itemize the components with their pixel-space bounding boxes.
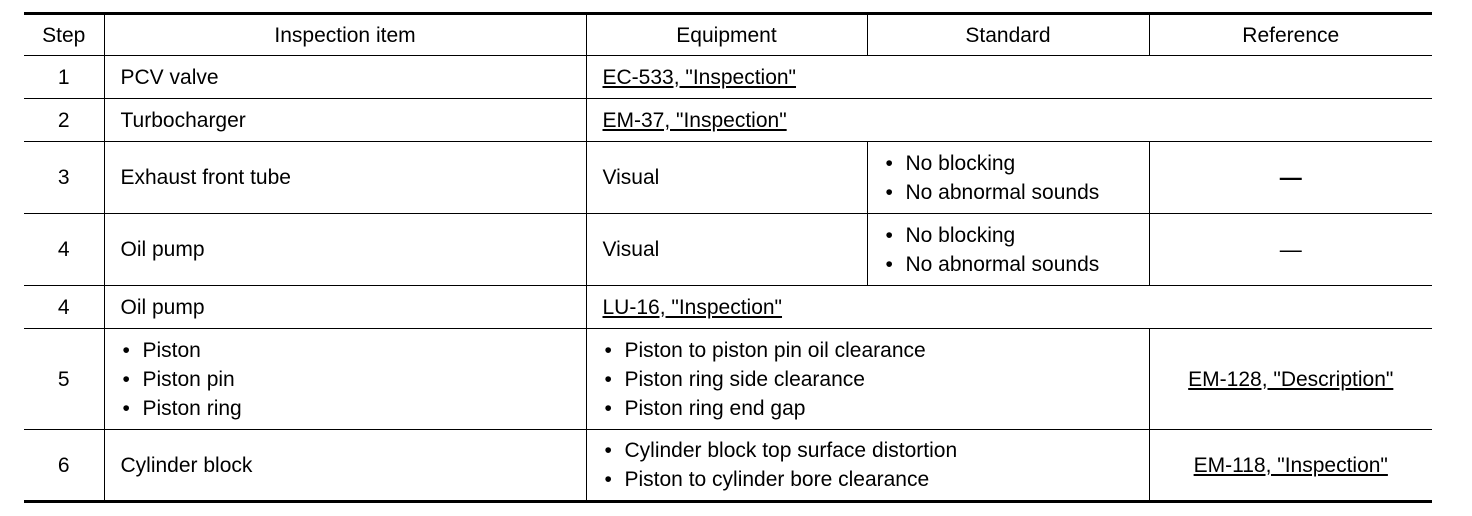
step-cell: 6 bbox=[24, 430, 104, 502]
header-standard: Standard bbox=[867, 14, 1149, 56]
equipment-cell: Visual bbox=[586, 214, 867, 286]
reference-link-cell bbox=[586, 56, 1432, 99]
standard-bullet: • No blocking bbox=[884, 221, 1149, 250]
equipment-cell bbox=[586, 430, 1149, 502]
step-cell: 2 bbox=[24, 99, 104, 142]
equipment-bullet: • Piston ring end gap bbox=[603, 394, 1149, 423]
inspection-table bbox=[24, 12, 1432, 503]
reference-link[interactable]: EC-533, "Inspection" bbox=[602, 65, 797, 89]
table-header-row bbox=[24, 14, 1432, 56]
step-cell: 4 bbox=[24, 214, 104, 286]
equipment-bullet: • Piston to piston pin oil clearance bbox=[603, 336, 1149, 365]
inspection-item-cell: Oil pump bbox=[104, 286, 586, 329]
inspection-item-cell: Exhaust front tube bbox=[104, 142, 586, 214]
standard-bullet: • No blocking bbox=[884, 149, 1149, 178]
equipment-bullet: • Piston to cylinder bore clearance bbox=[603, 465, 1149, 494]
item-bullet: • Piston ring bbox=[121, 394, 586, 423]
table-row bbox=[24, 286, 1432, 329]
standard-bullet: • No abnormal sounds bbox=[884, 250, 1149, 279]
reference-cell bbox=[1149, 430, 1432, 502]
inspection-item-cell: Turbocharger bbox=[104, 99, 586, 142]
inspection-item-cell bbox=[104, 329, 586, 430]
reference-dash: — bbox=[1279, 236, 1302, 262]
item-bullet: • Piston bbox=[121, 336, 586, 365]
equipment-bullet: • Piston ring side clearance bbox=[603, 365, 1149, 394]
reference-link[interactable]: EM-37, "Inspection" bbox=[602, 108, 787, 132]
equipment-bullet: • Cylinder block top surface distortion bbox=[603, 436, 1149, 465]
reference-link-cell bbox=[586, 286, 1432, 329]
inspection-item-cell: PCV valve bbox=[104, 56, 586, 99]
table-row bbox=[24, 430, 1432, 502]
table-row bbox=[24, 214, 1432, 286]
reference-dash: — bbox=[1279, 164, 1302, 190]
equipment-cell: Visual bbox=[586, 142, 867, 214]
reference-link[interactable]: EM-118, "Inspection" bbox=[1193, 453, 1388, 477]
reference-link[interactable]: LU-16, "Inspection" bbox=[602, 295, 783, 319]
table-row bbox=[24, 329, 1432, 430]
equipment-cell bbox=[586, 329, 1149, 430]
step-cell: 1 bbox=[24, 56, 104, 99]
header-step: Step bbox=[24, 14, 104, 56]
standard-bullet: • No abnormal sounds bbox=[884, 178, 1149, 207]
step-cell: 5 bbox=[24, 329, 104, 430]
reference-cell bbox=[1149, 142, 1432, 214]
item-bullet: • Piston pin bbox=[121, 365, 586, 394]
step-cell: 3 bbox=[24, 142, 104, 214]
reference-link-cell bbox=[586, 99, 1432, 142]
standard-cell bbox=[867, 142, 1149, 214]
header-inspection-item: Inspection item bbox=[104, 14, 586, 56]
inspection-item-cell: Cylinder block bbox=[104, 430, 586, 502]
table-row bbox=[24, 56, 1432, 99]
step-cell: 4 bbox=[24, 286, 104, 329]
reference-link[interactable]: EM-128, "Description" bbox=[1188, 367, 1394, 391]
standard-cell bbox=[867, 214, 1149, 286]
reference-cell bbox=[1149, 214, 1432, 286]
reference-cell bbox=[1149, 329, 1432, 430]
table-row bbox=[24, 99, 1432, 142]
header-reference: Reference bbox=[1149, 14, 1432, 56]
header-equipment: Equipment bbox=[586, 14, 867, 56]
table-row bbox=[24, 142, 1432, 214]
inspection-item-cell: Oil pump bbox=[104, 214, 586, 286]
